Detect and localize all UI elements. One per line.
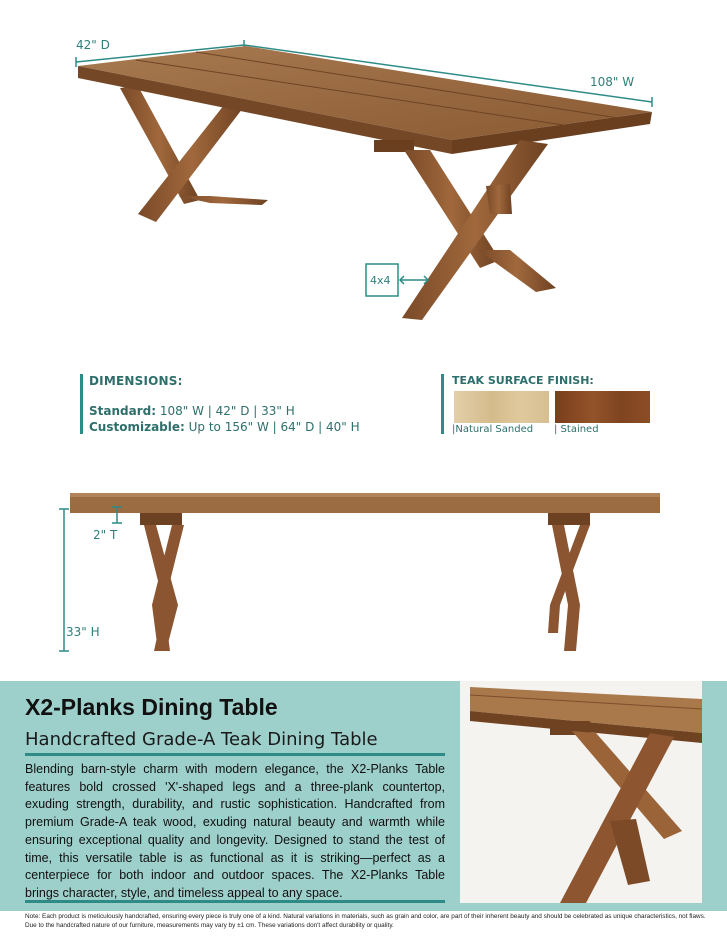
handcrafted-note: Note: Each product is meticulously handcrafted, ensuring every piece is truly one of a kind. Natural variations in materials, such as grain and color, are part of their inherent beauty and should be celebrated as unique characteristics, not flaws. Due to the handcrafted nature of our furniture, measurements may vary by ±1 cm. These variations don't affect durability or quality.: [25, 913, 706, 929]
leg-size-arrow: [400, 276, 428, 284]
custom-value: Up to 156" W | 64" D | 40" H: [188, 420, 360, 434]
stained-label: | Stained: [554, 424, 599, 435]
description-rule: [25, 900, 445, 903]
subtitle-rule: [25, 753, 445, 756]
product-description: Blending barn-style charm with modern elegance, the X2-Planks Table features bold crossed 'X'-shaped legs and a three-plank countertop, exuding strength, durability, and rustic sophistication. Handcrafted from premium Grade-A teak wood, exuding natural beauty and warmth while ensuring exceptional quality and longevity. Designed to stand the test of time, this versatile table is as functional as it is striking—perfect as a centerpiece for both indoor and outdoor spaces. The X2-Planks Table brings character, style, and timeless appeal to any space.: [25, 762, 445, 900]
height-label: 33" H: [66, 625, 100, 639]
width-label: 108" W: [590, 75, 635, 89]
table-closeup-photo: [460, 681, 702, 903]
right-leg-side: [548, 513, 590, 651]
table-side-drawing: [0, 485, 727, 660]
dimensions-heading: DIMENSIONS:: [89, 374, 183, 388]
standard-label: Standard:: [89, 404, 157, 418]
near-leg: [374, 140, 556, 320]
finish-heading: TEAK SURFACE FINISH:: [452, 374, 594, 387]
leg-size-label: 4x4: [370, 274, 391, 287]
standard-value: 108" W | 42" D | 33" H: [159, 404, 295, 418]
left-leg-side: [140, 513, 184, 651]
stained-swatch: [555, 391, 650, 423]
finish-block: [441, 374, 692, 434]
depth-label: 42" D: [76, 38, 110, 52]
custom-dimensions: [89, 420, 389, 434]
custom-label: Customizable:: [89, 420, 185, 434]
natural-sanded-swatch: [454, 391, 549, 423]
natural-sanded-label: |Natural Sanded: [452, 424, 534, 435]
thickness-label: 2" T: [93, 528, 118, 542]
product-subtitle: Handcrafted Grade-A Teak Dining Table: [25, 729, 378, 750]
standard-dimensions: [89, 404, 389, 418]
product-title: X2-Planks Dining Table: [25, 694, 278, 720]
closeup-illustration: [460, 681, 702, 903]
tabletop-side: [70, 493, 660, 513]
dimensions-block: [80, 374, 389, 434]
